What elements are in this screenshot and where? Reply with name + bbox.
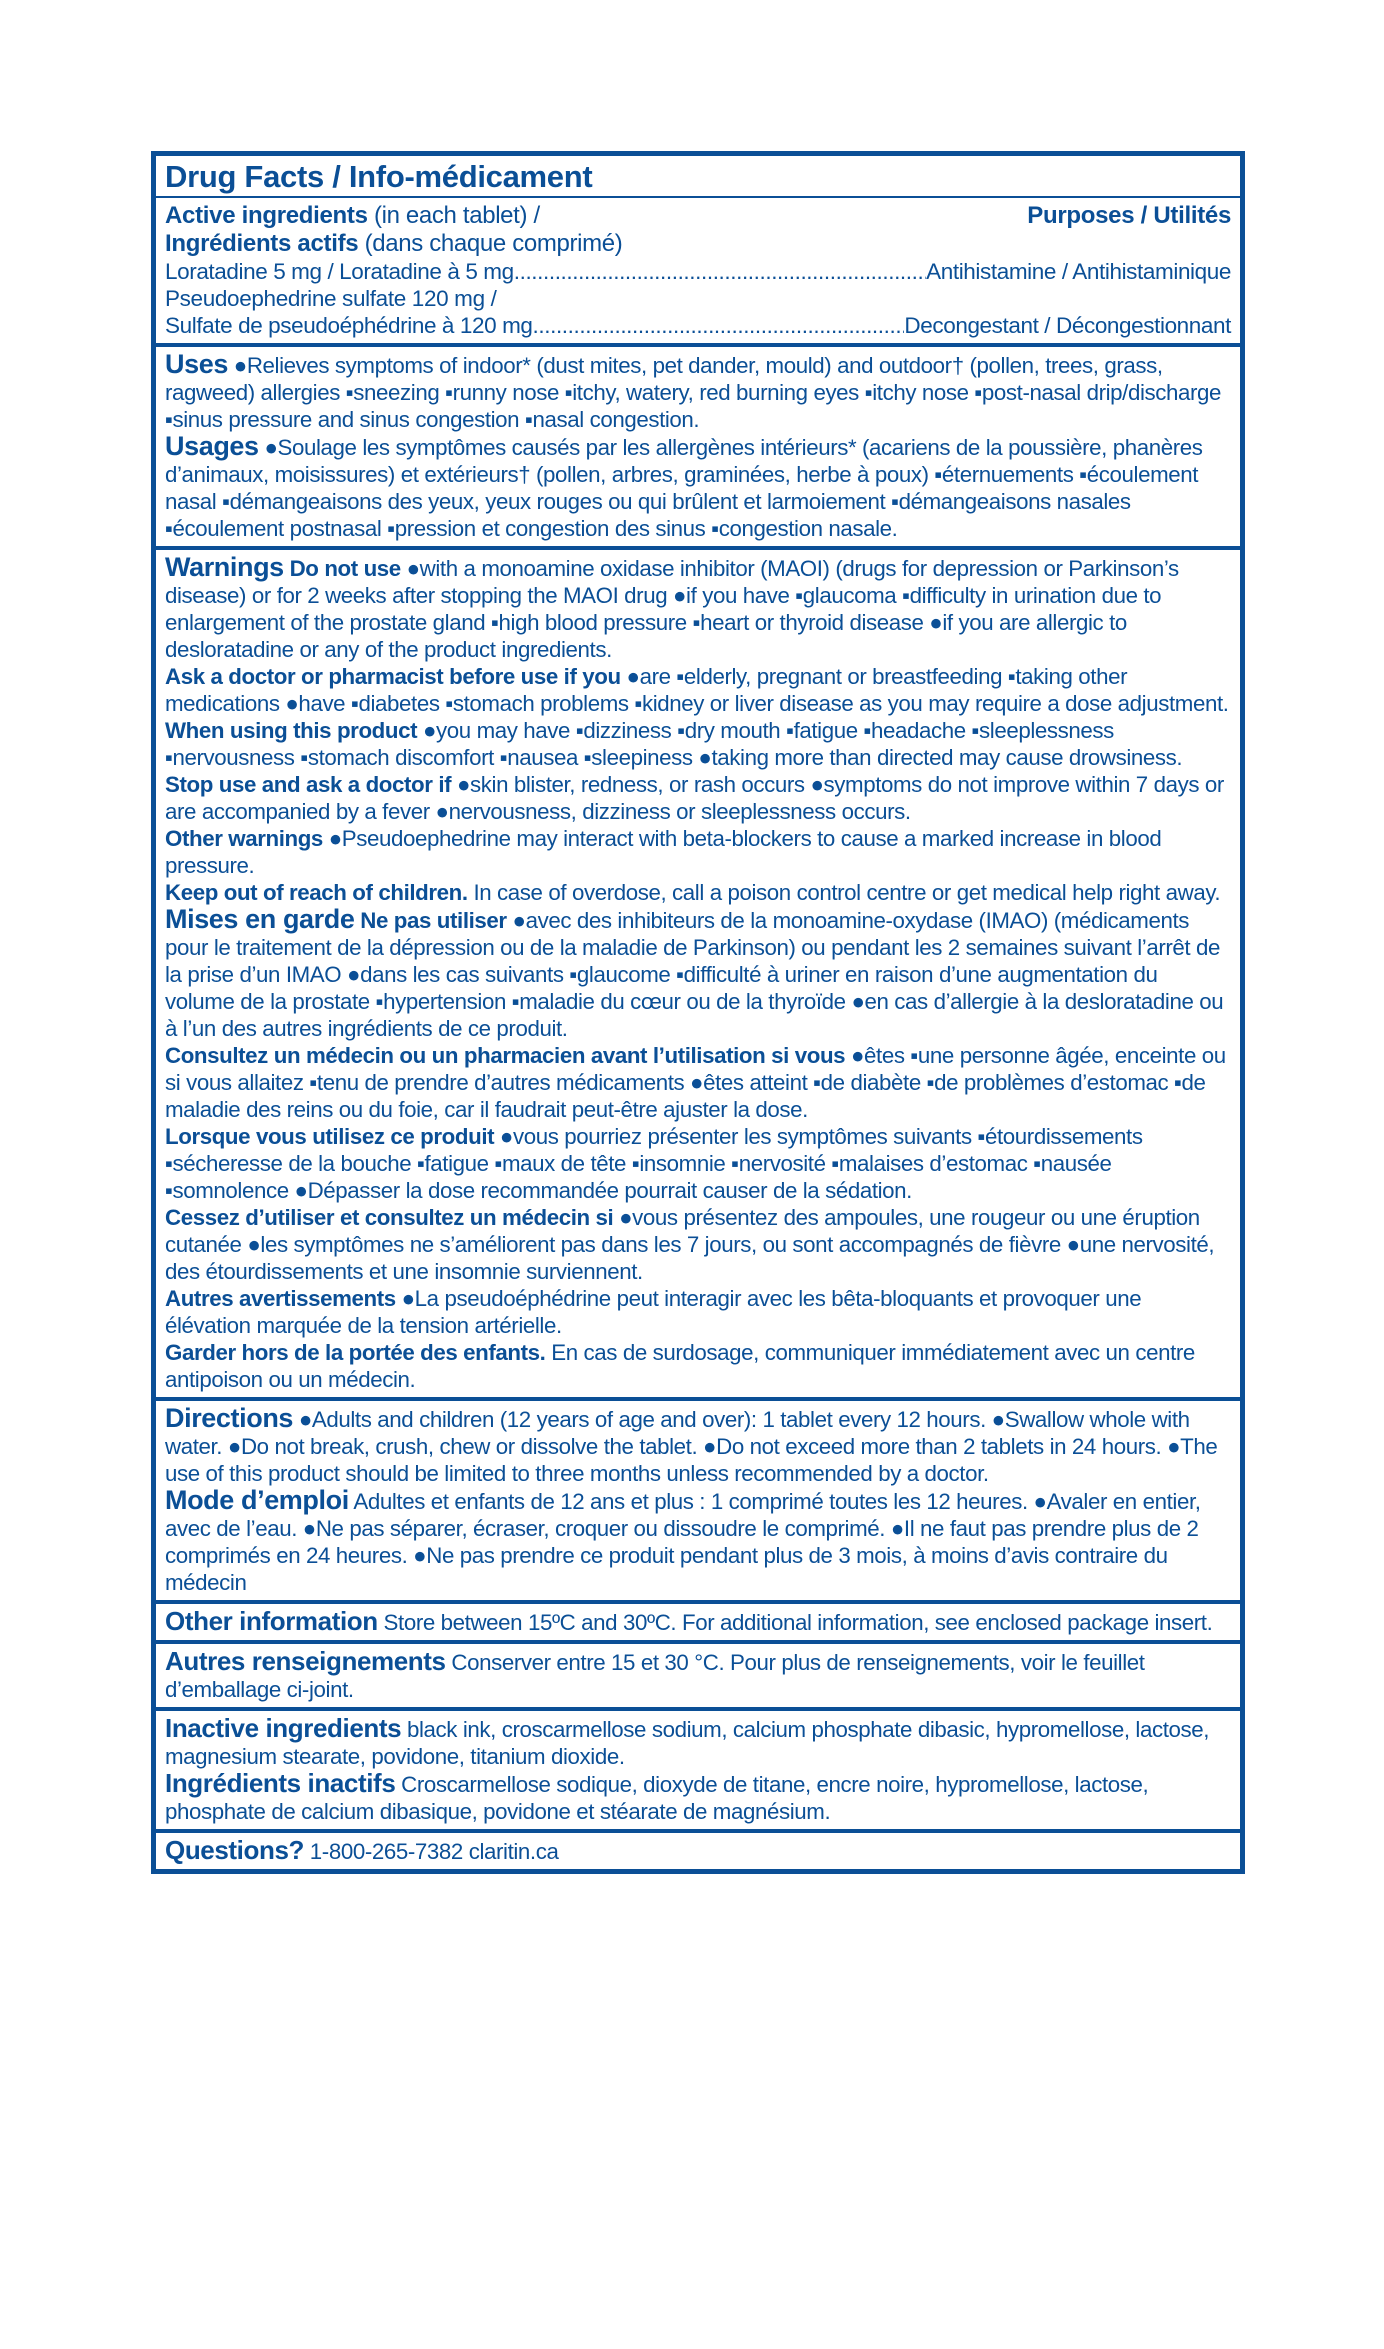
warning-text: ●Pseudoephedrine may interact with beta-blockers to cause a marked increase in blood pressure. [165, 826, 1162, 878]
other-information-heading: Other information [165, 1606, 378, 1636]
mise-en-garde-text: ●La pseudoéphédrine peut interagir avec les bêta-bloquants et provoquer une élévation marquée de la tension artérielle. [165, 1286, 1142, 1338]
warning-label: Ask a doctor or pharmacist before use if you [165, 664, 621, 689]
questions-paragraph [165, 1837, 1231, 1865]
mises-en-garde-block [165, 1123, 1231, 1204]
inactive-ingredients-paragraph [165, 1715, 1231, 1770]
autres-renseignements-section [156, 1640, 1240, 1707]
ingredient-name-line1: Pseudoephedrine sulfate 120 mg / [165, 286, 497, 311]
mise-en-garde-text: ●êtes ▪une personne âgée, enceinte ou si vous allaitez ▪tenu de prendre d’autres médicaments ●êtes atteint ▪de diabète ▪de problèmes d’estomac ▪de maladie des reins ou du foie, car il faudrait peut-être ajuster la dose. [165, 1043, 1226, 1122]
warnings-block [165, 717, 1231, 771]
mode-emploi-heading: Mode d’emploi [165, 1485, 349, 1515]
ingredient-name: Sulfate de pseudoéphédrine à 120 mg [165, 313, 533, 338]
questions-section [156, 1829, 1240, 1869]
mises-en-garde-block [165, 1042, 1231, 1123]
ingredient-name: Loratadine 5 mg / Loratadine à 5 mg [165, 259, 514, 284]
ingredients-inactifs-text: Croscarmellose sodique, dioxyde de titane, encre noire, hypromellose, lactose, phosphate de calcium dibasique, povidone et stéarate de magnésium. [165, 1772, 1149, 1824]
ingredients-inactifs-paragraph [165, 1770, 1231, 1825]
active-ingredients-section [156, 196, 1240, 343]
mise-en-garde-label: Ne pas utiliser [354, 908, 507, 933]
mises-en-garde-block [165, 1339, 1231, 1393]
directions-paragraph [165, 1405, 1231, 1487]
mise-en-garde-label: Cessez d’utiliser et consultez un médecin si [165, 1205, 614, 1230]
warning-text: ●are ▪elderly, pregnant or breastfeeding ▪taking other medications ●have ▪diabetes ▪stomach problems ▪kidney or liver disease as you may require a dose adjustment. [165, 664, 1229, 716]
ingredient-row [165, 312, 1231, 339]
other-information-text: Store between 15ºC and 30ºC. For additional information, see enclosed package insert. [377, 1610, 1213, 1635]
usages-text: ●Soulage les symptômes causés par les allergènes intérieurs* (acariens de la poussière, phanères d’animaux, moisissures) et extérieurs† (pollen, arbres, graminées, herbe à poux) ▪éternuements ▪écoulement nasal ▪démangeaisons des yeux, yeux rouges ou qui brûlent et larmoiement ▪démangeaisons nasales ▪écoulement postnasal ▪pression et congestion des sinus ▪congestion nasale. [165, 435, 1203, 541]
warnings-section [156, 546, 1240, 1397]
mises-en-garde-block [165, 1204, 1231, 1285]
autres-renseignements-paragraph [165, 1648, 1231, 1703]
warnings-block [165, 554, 1231, 663]
warnings-block [165, 663, 1231, 717]
inactive-ingredients-text: black ink, croscarmellose sodium, calcium phosphate dibasic, hypromellose, lactose, magnesium stearate, povidone, titanium dioxide. [165, 1717, 1210, 1769]
ingredient-purpose: Antihistamine / Antihistaminique [926, 259, 1231, 284]
questions-heading: Questions? [165, 1835, 305, 1865]
active-ingredients-note: (in each tablet) / [367, 202, 540, 229]
ingredients-inactifs-heading: Ingrédients inactifs [165, 1768, 396, 1798]
mise-en-garde-label: Consultez un médecin ou un pharmacien avant l’utilisation si vous [165, 1043, 846, 1068]
warnings-block [165, 771, 1231, 825]
directions-section [156, 1397, 1240, 1600]
uses-paragraph [165, 351, 1231, 433]
leader-dots [533, 312, 905, 339]
drug-facts-panel [151, 151, 1245, 1874]
directions-text: ●Adults and children (12 years of age and over): 1 tablet every 12 hours. ●Swallow whole with water. ●Do not break, crush, chew or dissolve the tablet. ●Do not exceed more than 2 tablets in 24 hours. ●The use of this product should be limited to three months unless recommended by a doctor. [165, 1407, 1218, 1486]
mise-en-garde-label: Lorsque vous utilisez ce produit [165, 1124, 495, 1149]
active-heading-en-wrap [165, 202, 540, 230]
purposes-heading: Purposes / Utilités [1027, 202, 1231, 229]
other-information-section [156, 1600, 1240, 1640]
ingredient-purpose: Decongestant / Décongestionnant [904, 313, 1231, 338]
warning-text: ●you may have ▪dizziness ▪dry mouth ▪fatigue ▪headache ▪sleeplessness ▪nervousness ▪stomach discomfort ▪nausea ▪sleepiness ●taking more than directed may cause drowsiness. [165, 718, 1183, 770]
mode-emploi-paragraph [165, 1487, 1231, 1596]
warnings-block [165, 879, 1231, 906]
leader-dots [514, 258, 926, 285]
warning-label: When using this product [165, 718, 418, 743]
mises-en-garde-block [165, 1285, 1231, 1339]
ingredient-row [165, 258, 1231, 285]
mode-emploi-text: Adultes et enfants de 12 ans et plus : 1 comprimé toutes les 12 heures. ●Avaler en entier, avec de l’eau. ●Ne pas séparer, écraser, croquer ou dissoudre le comprimé. ●Il ne faut pas prendre plus de 2 comprimés en 24 heures. ●Ne pas prendre ce produit pendant plus de 3 mois, à moins d’avis contraire du médecin [165, 1489, 1201, 1595]
inactive-ingredients-heading: Inactive ingredients [165, 1713, 402, 1743]
autres-renseignements-text: Conserver entre 15 et 30 °C. Pour plus de renseignements, voir le feuillet d’emballage ci-joint. [165, 1650, 1145, 1702]
usages-heading: Usages [165, 431, 259, 461]
mise-en-garde-text: ●avec des inhibiteurs de la monoamine-oxydase (IMAO) (médicaments pour le traitement de la dépression ou de la maladie de Parkinson) ou pendant les 2 semaines suivant l’arrêt de la prise d’un IMAO ●dans les cas suivants ▪glaucome ▪difficulté à uriner en raison d’une augmentation du volume de la prostate ▪hypertension ▪maladie du cœur ou de la thyroïde ●en cas d’allergie à la desloratadine ou à l’un des autres ingrédients de ce produit. [165, 908, 1224, 1041]
warning-text: ●skin blister, redness, or rash occurs ●symptoms do not improve within 7 days or are accompanied by a fever ●nervousness, dizziness or sleeplessness occurs. [165, 772, 1224, 824]
inactive-ingredients-section [156, 1707, 1240, 1829]
active-heading-fr-wrap [165, 230, 1231, 258]
mise-en-garde-label: Autres avertissements [165, 1286, 396, 1311]
warnings-block [165, 825, 1231, 879]
mise-en-garde-label: Garder hors de la portée des enfants. [165, 1340, 546, 1365]
warning-label: Other warnings [165, 826, 323, 851]
usages-paragraph [165, 433, 1231, 542]
mise-en-garde-text: ●vous pourriez présenter les symptômes suivants ▪étourdissements ▪sécheresse de la bouche ▪fatigue ▪maux de tête ▪insomnie ▪nervosité ▪malaises d’estomac ▪nausée ▪somnolence ●Dépasser la dose recommandée pourrait causer de la sédation. [165, 1124, 1143, 1203]
panel-title: Drug Facts / Info-médicament [165, 159, 593, 194]
questions-phone: 1-800-265-7382 [304, 1839, 463, 1864]
other-information-paragraph [165, 1608, 1231, 1636]
directions-heading: Directions [165, 1403, 294, 1433]
mise-en-garde-text: En cas de surdosage, communiquer immédiatement avec un centre antipoison ou un médecin. [165, 1340, 1195, 1392]
ingredients-actifs-heading: Ingrédients actifs [165, 230, 359, 257]
questions-website: claritin.ca [462, 1839, 559, 1864]
uses-text: ●Relieves symptoms of indoor* (dust mites, pet dander, mould) and outdoor† (pollen, trees, grass, ragweed) allergies ▪sneezing ▪runny nose ▪itchy, watery, red burning eyes ▪itchy nose ▪post-nasal drip/discharge ▪sinus pressure and sinus congestion ▪nasal congestion. [165, 353, 1222, 432]
warning-label: Do not use [283, 556, 401, 581]
warning-text: ●with a monoamine oxidase inhibitor (MAOI) (drugs for depression or Parkinson’s disease) or for 2 weeks after stopping the MAOI drug ●if you have ▪glaucoma ▪difficulty in urination due to enlargement of the prostate gland ▪high blood pressure ▪heart or thyroid disease ●if you are allergic to desloratadine or any of the product ingredients. [165, 556, 1179, 662]
active-ingredients-heading: Active ingredients [165, 202, 368, 229]
ingredients-actifs-note: (dans chaque comprimé) [358, 230, 623, 257]
mises-en-garde-heading: Mises en garde [165, 904, 355, 934]
mise-en-garde-text: ●vous présentez des ampoules, une rougeur ou une éruption cutanée ●les symptômes ne s’améliorent pas dans les 7 jours, ou sont accompagnés de fièvre ●une nervosité, des étourdissements et une insomnie surviennent. [165, 1205, 1215, 1284]
uses-section [156, 343, 1240, 546]
warning-label: Stop use and ask a doctor if [165, 772, 452, 797]
uses-heading: Uses [165, 349, 228, 379]
autres-renseignements-heading: Autres renseignements [165, 1646, 446, 1676]
warnings-heading: Warnings [165, 552, 284, 582]
warning-label: Keep out of reach of children. [165, 880, 468, 905]
active-ingredients-header [165, 202, 1231, 230]
mises-en-garde-block [165, 906, 1231, 1042]
warning-text: In case of overdose, call a poison control centre or get medical help right away. [467, 880, 1221, 905]
